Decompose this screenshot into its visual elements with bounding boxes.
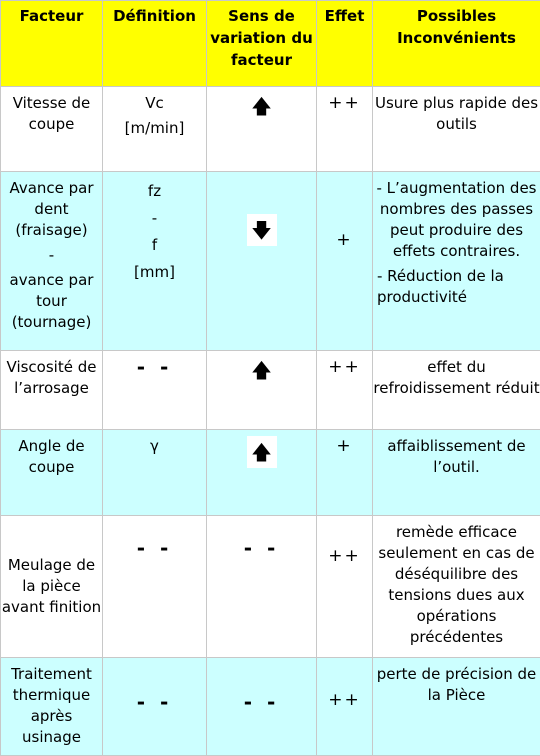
sens-cell: [207, 87, 317, 172]
facteur-text: avance par tour (tournage): [1, 270, 102, 333]
facteur-separator: -: [1, 245, 102, 266]
inconvenient-text: - Réduction de la productivité: [373, 266, 540, 308]
definition-cell: - -: [103, 351, 207, 430]
table-row: [1, 430, 540, 516]
effet-cell: ++: [317, 351, 373, 430]
header-sens: Sens de variation du facteur: [207, 1, 317, 87]
sens-cell: [207, 351, 317, 430]
facteur-cell: Vitesse de coupe: [1, 87, 103, 172]
table-row: [1, 172, 540, 351]
sens-cell: - -: [207, 516, 317, 658]
sens-cell: [207, 172, 317, 351]
facteur-cell: Viscosité de l’arrosage: [1, 351, 103, 430]
header-definition: Définition: [103, 1, 207, 87]
definition-cell: [103, 87, 207, 172]
inconvenient-cell: affaiblissement de l’outil.: [373, 430, 540, 516]
effet-cell: ++: [317, 516, 373, 658]
sens-cell: - -: [207, 658, 317, 756]
facteur-cell: Traitement thermique après usinage: [1, 658, 103, 756]
definition-cell: [103, 172, 207, 351]
definition-symbol: Vc: [103, 93, 206, 114]
effet-cell: ++: [317, 87, 373, 172]
arrow-down-icon: 🡇: [247, 214, 277, 246]
inconvenient-text: - L’augmentation des nombres des passes peut produire des effets contraires.: [373, 178, 540, 262]
table-row: [1, 87, 540, 172]
effet-cell: +: [317, 172, 373, 351]
inconvenient-cell: Usure plus rapide des outils: [373, 87, 540, 172]
inconvenient-cell: [373, 172, 540, 351]
definition-cell: - -: [103, 516, 207, 658]
arrow-up-icon: 🡅: [251, 357, 272, 383]
definition-separator: -: [103, 205, 206, 232]
arrow-up-icon: 🡅: [251, 93, 272, 119]
facteur-text: Avance par dent (fraisage): [1, 178, 102, 241]
definition-symbol: fz: [103, 178, 206, 205]
inconvenient-cell: effet du refroidissement réduit: [373, 351, 540, 430]
table-row: [1, 516, 540, 658]
definition-cell: - -: [103, 658, 207, 756]
definition-symbol: f: [103, 232, 206, 259]
effet-cell: ++: [317, 658, 373, 756]
table-row: [1, 658, 540, 756]
header-inconvenients: Possibles Inconvénients: [373, 1, 540, 87]
definition-cell: γ: [103, 430, 207, 516]
effet-cell: +: [317, 430, 373, 516]
arrow-up-icon: 🡅: [247, 436, 277, 468]
facteur-cell: Angle de coupe: [1, 430, 103, 516]
sens-cell: [207, 430, 317, 516]
facteur-cell: [1, 172, 103, 351]
definition-unit: [mm]: [103, 259, 206, 286]
table-row: [1, 351, 540, 430]
facteur-cell: Meulage de la pièce avant finition: [1, 516, 103, 658]
header-row: [1, 1, 540, 87]
definition-unit: [m/min]: [103, 118, 206, 139]
inconvenient-cell: remède efficace seulement en cas de déséquilibre des tensions dues aux opérations précédentes: [373, 516, 540, 658]
header-effet: Effet: [317, 1, 373, 87]
header-facteur: Facteur: [1, 1, 103, 87]
inconvenient-cell: perte de précision de la Pièce: [373, 658, 540, 756]
